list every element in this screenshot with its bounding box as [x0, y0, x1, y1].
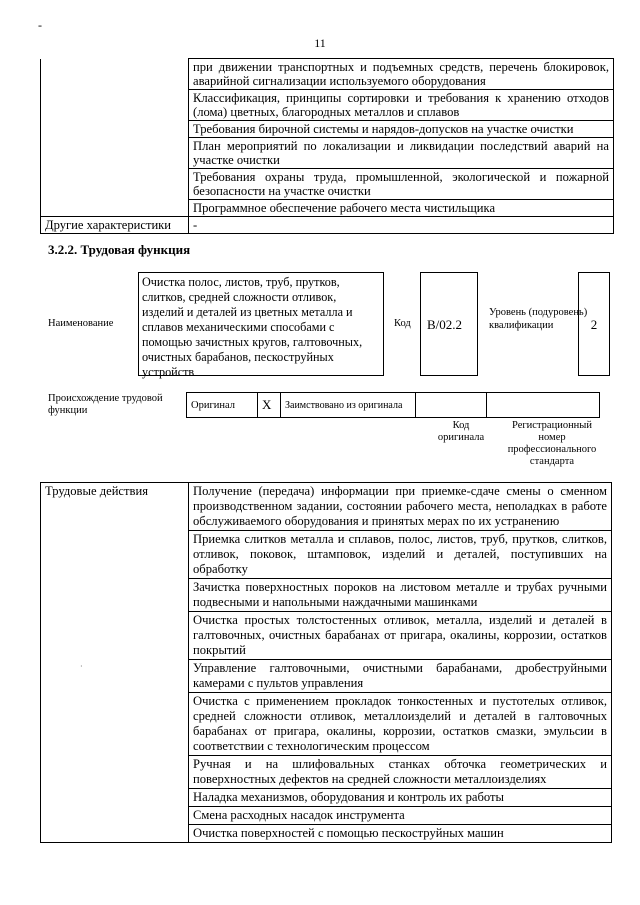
labor-action-item: Ручная и на шлифовальных станках обточка геометрических и поверхностных дефектов на средней сложности металлоизделиях — [189, 756, 612, 789]
code-original-caption: Код оригинала — [437, 420, 485, 443]
table-row — [41, 217, 614, 234]
table-row — [41, 483, 612, 531]
corner-mark: - — [38, 18, 42, 32]
reg-number-caption: Регистрационный номер профессионального стандарта — [507, 420, 597, 467]
section-heading: 3.2.2. Трудовая функция — [48, 242, 191, 257]
table-row — [41, 59, 614, 90]
labor-action-item: Очистка с применением прокладок тонкостенных и пустотелых отливок, средней сложности отливок, металлоизделий и деталей в галтовочных барабанах от пригара, окалины, коррозии, остатков смазки, эмульсии в соответствии с технологическим процессом — [189, 693, 612, 756]
level-label: Уровень (подуровень) квалификации — [489, 307, 588, 331]
labor-action-item: Получение (передача) информации при приемке-сдаче смены о сменном производственном задании, состоянии рабочего места, неполадках в работе обслуживаемого оборудования и принятых мерах по их устранению — [189, 483, 612, 531]
labor-action-item: Управление галтовочными, очистными барабанами, дробеструйными камерами с пультов управления — [189, 660, 612, 693]
table-row — [41, 90, 614, 121]
labor-actions-label: Трудовые действия — [41, 483, 189, 843]
row-text: Требования охраны труда, промышленной, экологической и пожарной безопасности на участке очистки — [189, 169, 614, 200]
labor-actions-table — [40, 482, 612, 843]
row-text: Требования бирочной системы и нарядов-допусков на участке очистки — [189, 121, 614, 138]
original-mark: X — [258, 393, 281, 418]
row-label — [41, 138, 189, 169]
requirements-table — [40, 58, 614, 234]
function-code-box: B/02.2 — [420, 272, 478, 376]
table-row — [41, 200, 614, 217]
row-text: Классификация, принципы сортировки и требования к хранению отходов (лома) цветных, благородных металлов и сплавов — [189, 90, 614, 121]
row-label — [41, 169, 189, 200]
origin-label: Происхождение трудовой функции — [48, 393, 163, 416]
scan-dot: · — [80, 662, 83, 671]
row-label — [41, 90, 189, 121]
table-row — [41, 169, 614, 200]
reg-number-cell — [487, 393, 600, 418]
row-text: План мероприятий по локализации и ликвидации последствий аварий на участке очистки — [189, 138, 614, 169]
row-text: - — [189, 217, 614, 234]
code-original-cell — [416, 393, 487, 418]
labor-action-item: Приемка слитков металла и сплавов, полос, листов, труб, прутков, слитков, отливок, поковок, штамповок, изделий и деталей, поступивших на обработку — [189, 531, 612, 579]
labor-action-item: Зачистка поверхностных пороков на листовом металле и трубах ручными подвесными и напольными наждачными машинками — [189, 579, 612, 612]
labor-action-item: Смена расходных насадок инструмента — [189, 807, 612, 825]
row-label: Другие характеристики — [41, 217, 189, 234]
origin-table — [186, 392, 600, 418]
row-text: Программное обеспечение рабочего места чистильщика — [189, 200, 614, 217]
row-label — [41, 121, 189, 138]
level-box: 2 — [578, 272, 610, 376]
original-label: Оригинал — [187, 393, 258, 418]
name-label: Наименование — [48, 318, 114, 329]
labor-action-item: Очистка простых толстостенных отливок, металла, изделий и деталей в галтовочных, очистных барабанах от пригара, окалины, коррозии, остатков покрытий — [189, 612, 612, 660]
function-name-box: Очистка полос, листов, труб, прутков, слитков, средней сложности отливок, изделий и деталей из цветных металла и сплавов механическими способами с помощью зачистных кругов, галтовочных, очистных барабанов, пескоструйных устройств — [138, 272, 384, 376]
code-label: Код — [394, 318, 411, 329]
borrowed-label: Заимствовано из оригинала — [281, 393, 416, 418]
row-label — [41, 200, 189, 217]
row-label — [41, 59, 189, 90]
table-row — [41, 138, 614, 169]
labor-action-item: Наладка механизмов, оборудования и контроль их работы — [189, 789, 612, 807]
page-number: 11 — [314, 36, 326, 50]
labor-action-item: Очистка поверхностей с помощью пескоструйных машин — [189, 825, 612, 843]
table-row — [41, 121, 614, 138]
row-text: при движении транспортных и подъемных средств, перечень блокировок, аварийной сигнализации используемого оборудования — [189, 59, 614, 90]
